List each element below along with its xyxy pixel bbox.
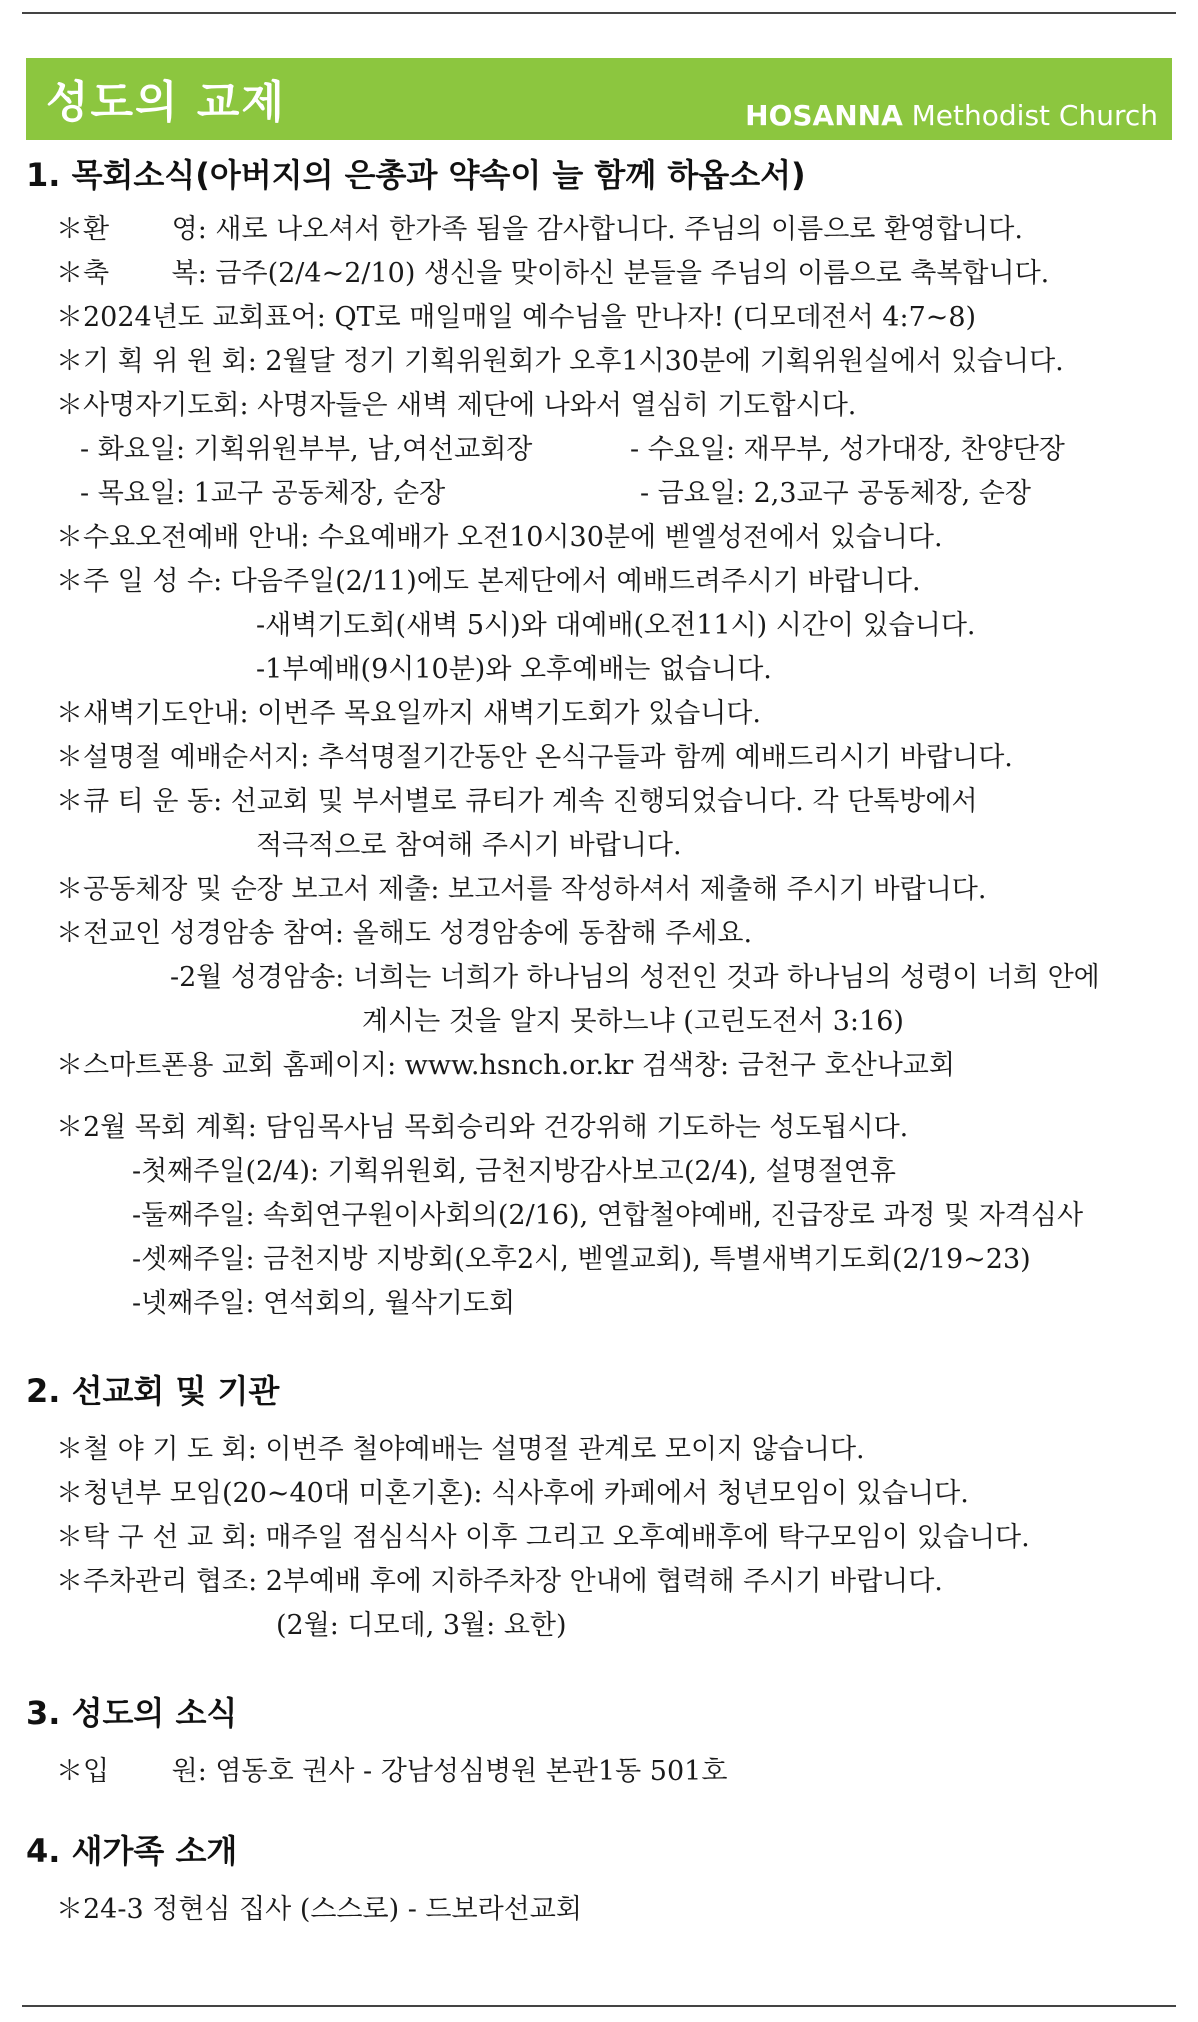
church-name-bold: HOSANNA: [745, 99, 903, 132]
prayer-thursday: - 목요일: 1교구 공동체장, 순장: [80, 478, 446, 509]
notice-sunday: ＊주 일 성 수: 다음주일(2/11)에도 본제단에서 예배드려주시기 바랍니다.: [56, 566, 921, 597]
section-heading-2: 2. 선교회 및 기관: [26, 1372, 280, 1410]
notice-qt-movement: ＊큐 티 운 동: 선교회 및 부서별로 큐티가 계속 진행되었습니다. 각 단톡방에서: [56, 786, 978, 817]
notice-holiday-service: ＊설명절 예배순서지: 추석명절기간동안 온식구들과 함께 예배드리시기 바랍니다.: [56, 742, 1013, 773]
notice-ministry-plan: ＊2월 목회 계획: 담임목사님 목회승리와 건강위해 기도하는 성도됩시다.: [56, 1112, 909, 1143]
notice-planning-committee: ＊기 획 위 원 회: 2월달 정기 기획위원회가 오후1시30분에 기획위원실에서 있습니다.: [56, 346, 1064, 377]
header-banner: [26, 58, 1172, 140]
notice-welcome: ＊환 영: 새로 나오셔서 한가족 됨을 감사합니다. 주님의 이름으로 환영합니다.: [56, 214, 1023, 245]
plan-week-3: -셋째주일: 금천지방 지방회(오후2시, 벧엘교회), 특별새벽기도회(2/19~23): [132, 1244, 1031, 1275]
prayer-friday: - 금요일: 2,3교구 공동체장, 순장: [640, 478, 1031, 509]
recitation-verse: -2월 성경암송: 너희는 너희가 하나님의 성전인 것과 하나님의 성령이 너희 안에: [170, 962, 1100, 993]
notice-overnight-prayer: ＊철 야 기 도 회: 이번주 철야예배는 설명절 관계로 모이지 않습니다.: [56, 1434, 865, 1465]
plan-week-2: -둘째주일: 속회연구원이사회의(2/16), 연합철야예배, 진급장로 과정 및 자격심사: [132, 1200, 1084, 1231]
notice-dawn-prayer: ＊새벽기도안내: 이번주 목요일까지 새벽기도회가 있습니다.: [56, 698, 761, 729]
notice-table-tennis: ＊탁 구 선 교 회: 매주일 점심식사 이후 그리고 오후예배후에 탁구모임이 있습니다.: [56, 1522, 1030, 1553]
notice-motto: ＊2024년도 교회표어: QT로 매일매일 예수님을 만나자! (디모데전서 4:7~8): [56, 302, 977, 333]
church-name: [745, 99, 1158, 132]
qt-movement-cont: 적극적으로 참여해 주시기 바랍니다.: [256, 830, 682, 861]
notice-blessing: ＊축 복: 금주(2/4~2/10) 생신을 맞이하신 분들을 주님의 이름으로 축복합니다.: [56, 258, 1050, 289]
notice-wednesday-service: ＊수요오전예배 안내: 수요예배가 오전10시30분에 벧엘성전에서 있습니다.: [56, 522, 943, 553]
recitation-verse-cont: 계시는 것을 알지 못하느냐 (고린도전서 3:16): [362, 1006, 904, 1037]
sunday-detail-2: -1부예배(9시10분)와 오후예배는 없습니다.: [256, 654, 772, 685]
prayer-wednesday: - 수요일: 재무부, 성가대장, 찬양단장: [630, 434, 1065, 465]
sunday-detail-1: -새벽기도회(새벽 5시)와 대예배(오전11시) 시간이 있습니다.: [256, 610, 976, 641]
notice-prayer-meeting: ＊사명자기도회: 사명자들은 새벽 제단에 나와서 열심히 기도합시다.: [56, 390, 857, 421]
page-title: 성도의 교제: [46, 77, 286, 128]
section-heading-4: 4. 새가족 소개: [26, 1832, 238, 1870]
church-name-rest: Methodist Church: [902, 99, 1158, 132]
notice-report-submission: ＊공동체장 및 순장 보고서 제출: 보고서를 작성하셔서 제출해 주시기 바랍니다.: [56, 874, 987, 905]
section-heading-1: 1. 목회소식(아버지의 은총과 약속이 늘 함께 하옵소서): [26, 156, 806, 194]
new-family-entry: ＊24-3 정현심 집사 (스스로) - 드보라선교회: [56, 1894, 582, 1925]
bottom-rule: [22, 2005, 1176, 2007]
notice-homepage: ＊스마트폰용 교회 홈페이지: www.hsnch.or.kr 검색창: 금천구 호산나교회: [56, 1050, 955, 1081]
section-heading-3: 3. 성도의 소식: [26, 1694, 238, 1732]
plan-week-1: -첫째주일(2/4): 기획위원회, 금천지방감사보고(2/4), 설명절연휴: [132, 1156, 896, 1187]
top-rule: [22, 12, 1176, 14]
notice-bible-recitation: ＊전교인 성경암송 참여: 올해도 성경암송에 동참해 주세요.: [56, 918, 753, 949]
notice-youth-meeting: ＊청년부 모임(20~40대 미혼기혼): 식사후에 카페에서 청년모임이 있습니다.: [56, 1478, 969, 1509]
parking-duty-groups: (2월: 디모데, 3월: 요한): [276, 1610, 567, 1641]
prayer-tuesday: - 화요일: 기획위원부부, 남,여선교회장: [80, 434, 533, 465]
notice-hospitalization: ＊입 원: 염동호 권사 - 강남성심병원 본관1동 501호: [56, 1756, 728, 1787]
notice-parking: ＊주차관리 협조: 2부예배 후에 지하주차장 안내에 협력해 주시기 바랍니다.: [56, 1566, 943, 1597]
plan-week-4: -넷째주일: 연석회의, 월삭기도회: [132, 1288, 516, 1319]
